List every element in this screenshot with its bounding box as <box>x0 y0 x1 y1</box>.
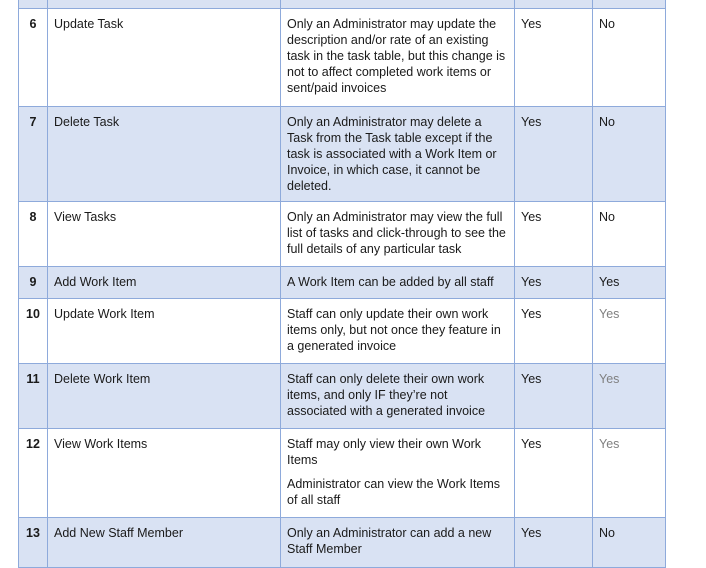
row-number: 8 <box>19 202 48 267</box>
row-number: 6 <box>19 9 48 107</box>
row-number: 13 <box>19 518 48 568</box>
row-number: 9 <box>19 267 48 299</box>
permission-cell-b: No <box>593 107 666 202</box>
table-row <box>19 0 666 9</box>
task-description <box>281 9 515 107</box>
task-description <box>281 202 515 267</box>
permission-cell-a: Yes <box>515 364 593 429</box>
table-row <box>19 267 666 299</box>
task-name: View Tasks <box>48 202 281 267</box>
table-row <box>19 429 666 518</box>
permission-cell-a: Yes <box>515 267 593 299</box>
table-row <box>19 9 666 107</box>
task-name: Delete Task <box>48 107 281 202</box>
task-name: Update Task <box>48 9 281 107</box>
permission-cell-b <box>593 0 666 9</box>
permission-cell-a: Yes <box>515 9 593 107</box>
row-number: 7 <box>19 107 48 202</box>
task-description <box>281 364 515 429</box>
table-row <box>19 364 666 429</box>
row-number: 10 <box>19 299 48 364</box>
requirements-table <box>18 0 666 568</box>
permission-cell-b: Yes <box>593 429 666 518</box>
table-row <box>19 202 666 267</box>
permission-cell-a <box>515 0 593 9</box>
description-paragraph: Staff may only view their own Work Items <box>287 437 482 467</box>
task-description <box>281 267 515 299</box>
permission-cell-a: Yes <box>515 202 593 267</box>
description-paragraph: Staff can only update their own work items only, but not once they feature in a generated invoice <box>287 307 501 353</box>
task-name: Update Work Item <box>48 299 281 364</box>
task-description <box>281 518 515 568</box>
permission-cell-b: Yes <box>593 267 666 299</box>
task-name: View Work Items <box>48 429 281 518</box>
task-description <box>281 429 515 518</box>
permission-cell-a: Yes <box>515 299 593 364</box>
task-name: Add Work Item <box>48 267 281 299</box>
permission-cell-b: Yes <box>593 299 666 364</box>
permission-cell-b: No <box>593 202 666 267</box>
task-name: Add New Staff Member <box>48 518 281 568</box>
table-row <box>19 299 666 364</box>
description-paragraph: Staff can only delete their own work items, and only IF they’re not associated with a generated invoice <box>287 372 486 418</box>
task-description <box>281 299 515 364</box>
permission-cell-a: Yes <box>515 107 593 202</box>
table-row <box>19 107 666 202</box>
permission-cell-a: Yes <box>515 429 593 518</box>
description-paragraph: A Work Item can be added by all staff <box>287 275 494 289</box>
row-number <box>19 0 48 9</box>
description-paragraph: Only an Administrator can add a new Staff Member <box>287 526 492 556</box>
description-paragraph: Only an Administrator may view the full list of tasks and click-through to see the full details of any particular task <box>287 210 506 256</box>
permission-cell-a: Yes <box>515 518 593 568</box>
task-name: Delete Work Item <box>48 364 281 429</box>
row-number: 12 <box>19 429 48 518</box>
permission-cell-b: Yes <box>593 364 666 429</box>
table-row <box>19 518 666 568</box>
task-description <box>281 107 515 202</box>
permission-cell-b: No <box>593 518 666 568</box>
row-number: 11 <box>19 364 48 429</box>
task-description <box>281 0 515 9</box>
description-paragraph: Only an Administrator may update the description and/or rate of an existing task in the task table, but this change is not to affect completed work items or sent/paid invoices <box>287 17 506 95</box>
description-paragraph: Administrator can view the Work Items of all staff <box>287 477 501 507</box>
description-paragraph: Only an Administrator may delete a Task from the Task table except if the task is associated with a Work Item or Invoice, in which case, it cannot be deleted. <box>287 115 497 193</box>
task-name <box>48 0 281 9</box>
permission-cell-b: No <box>593 9 666 107</box>
